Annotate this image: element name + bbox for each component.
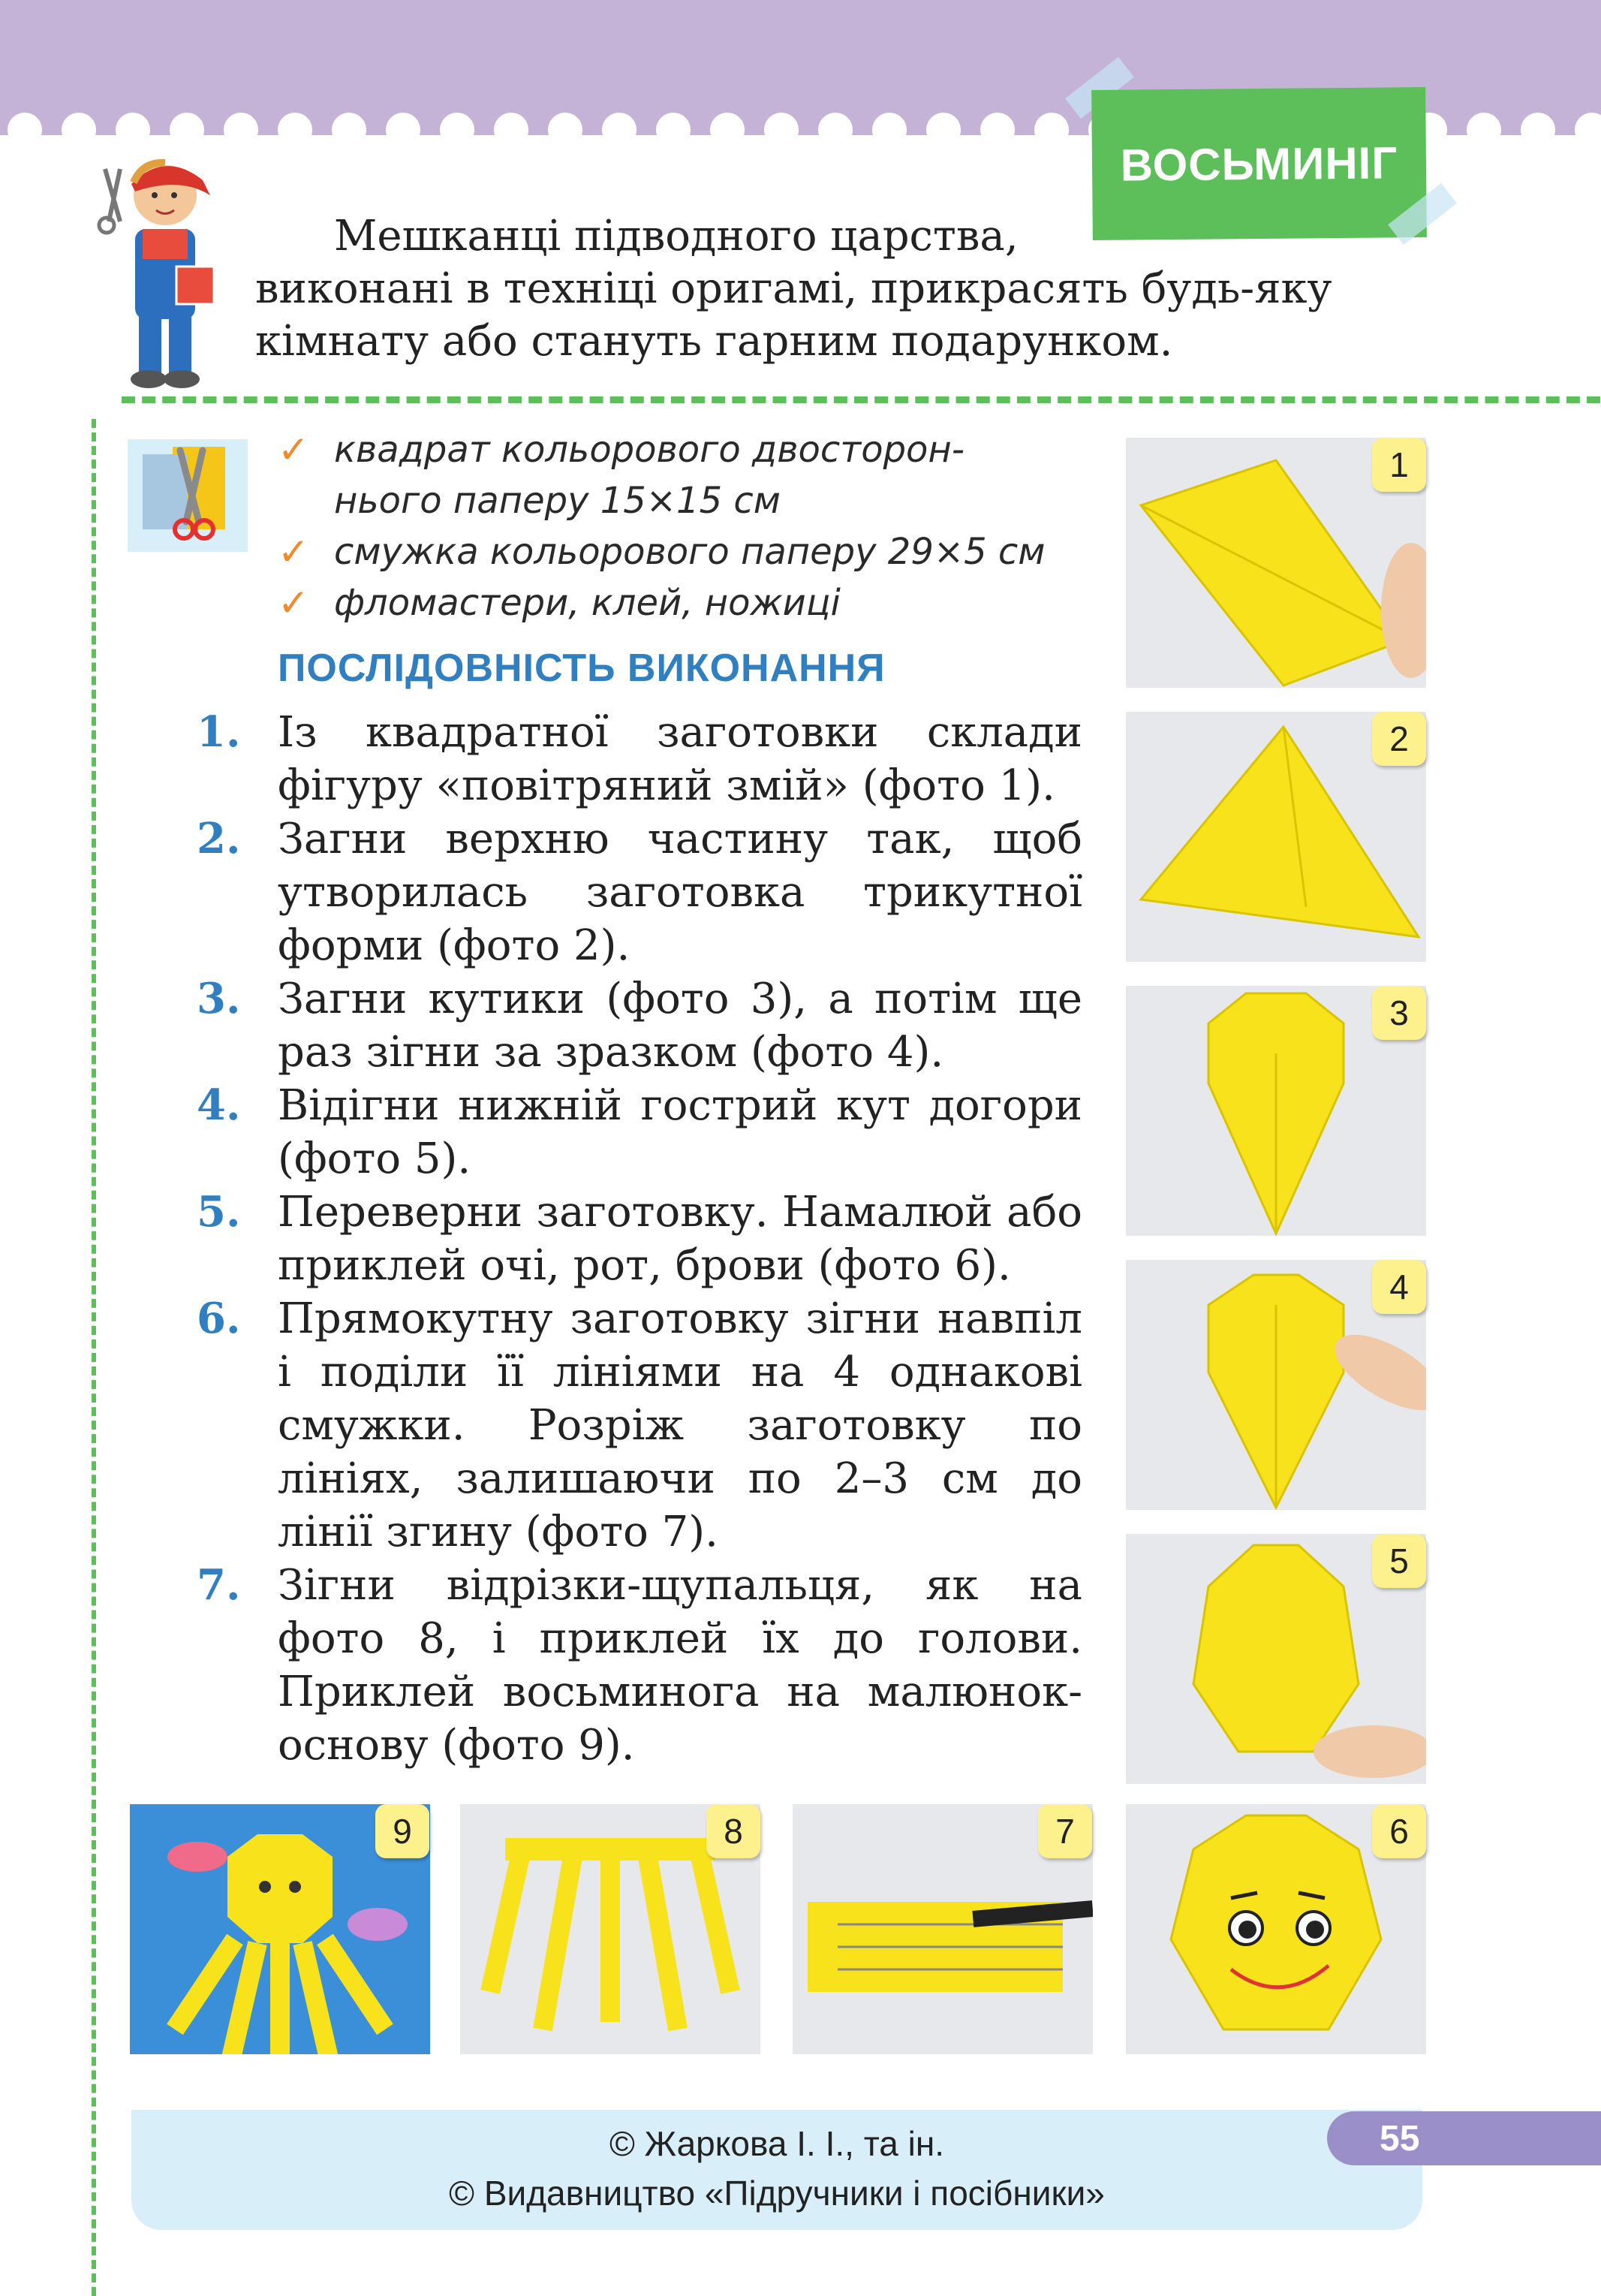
checkmark-icon: ✓ [278,530,309,574]
copyright-line: © Видавництво «Підручники і посібники» [449,2174,1105,2213]
footer-credits [270,2119,1284,2218]
step-text: Прямокутну заготовку зігни навпіл і поділи її лініями на 4 однакові смужки. Розріж заготовку по лініях, залишаючи по 2–3 см до лінії згину (фото 7). [278,1294,1082,1556]
banner-dot [278,113,312,147]
step-item [197,706,1082,812]
tools-icon [128,439,248,552]
banner-dot [926,113,961,147]
list-item [278,577,1103,628]
steps-list [197,706,1082,1772]
banner-dot [818,113,853,147]
step-text: Загни верхню частину так, щоб утворилась заготовка трикутної форми (фото 2). [278,815,1082,970]
banner-dot [1575,113,1601,147]
photo-number-badge: 9 [375,1804,429,1858]
dashed-divider [122,396,1600,403]
intro-line: кімнату або стануть гарним подарунком. [255,317,1173,366]
intro-line: виконані в техніці оригамі, прикрасять будь-яку [255,264,1332,313]
banner-dot [980,113,1015,147]
material-text: нього паперу 15×15 см [334,480,781,522]
banner-dot [332,113,366,147]
section-heading: ПОСЛІДОВНІСТЬ ВИКОНАННЯ [278,646,886,690]
step-number: 2. [197,814,241,863]
banner-dot [764,113,799,147]
intro-text [255,210,1426,368]
photo-number-badge: 7 [1038,1804,1092,1858]
step-number: 4. [197,1080,241,1130]
banner-dot [386,113,420,147]
step-text: Переверни заготовку. Намалюй або приклей очі, рот, брови (фото 6). [278,1188,1082,1290]
banner-dot [116,113,150,147]
dashed-border [92,419,96,2296]
step-item [197,1559,1082,1772]
banner-dot [224,113,258,147]
photo-number-badge: 1 [1372,438,1426,492]
banner-dot [602,113,636,147]
banner-dot [8,113,42,147]
step-number: 5. [197,1187,241,1237]
banner-dot [170,113,204,147]
banner-dot [1467,113,1501,147]
page-number: 55 [1327,2111,1601,2165]
photo-number-badge: 6 [1372,1804,1426,1858]
banner-dot [656,113,691,147]
step-number: 1. [197,707,241,757]
photo-number-badge: 3 [1372,986,1426,1040]
list-item [278,526,1103,577]
banner-dot [440,113,474,147]
step-item [197,812,1082,972]
photo-number-badge: 2 [1372,712,1426,766]
copyright-line: © Жаркова І. І., та ін. [609,2124,945,2163]
intro-line: Мешканці підводного царства, [334,212,1019,261]
step-text: Зігни відрізки-щупальця, як на фото 8, і приклей їх до голови. Приклей восьминога на малюнок-основу (фото 9). [278,1561,1082,1770]
step-text: Загни кутики (фото 3), а потім ще раз зігни за зразком (фото 4). [278,975,1082,1077]
step-item [197,972,1082,1079]
page-title: ВОСЬМИНІГ [1091,87,1427,240]
banner-dot [62,113,96,147]
step-item [197,1186,1082,1292]
material-text: фломастери, клей, ножиці [334,582,841,624]
list-item [278,424,1103,526]
materials-list [278,424,1103,628]
material-text: квадрат кольорового двосторон- [334,429,965,471]
step-item [197,1292,1082,1559]
banner-dot [710,113,745,147]
boy-illustration [90,154,240,394]
photo-number-badge: 4 [1372,1260,1426,1314]
checkmark-icon: ✓ [278,428,309,472]
banner-dot [494,113,528,147]
photo-number-badge: 5 [1372,1534,1426,1588]
step-number: 3. [197,974,241,1023]
step-number: 7. [197,1560,241,1610]
banner-dot [872,113,907,147]
step-number: 6. [197,1294,241,1343]
step-item [197,1079,1082,1186]
step-text: Відігни нижній гострий кут догори (фото 5). [278,1081,1082,1183]
banner-dot [1034,113,1069,147]
material-text: смужка кольорового паперу 29×5 см [334,531,1046,573]
step-text: Із квадратної заготовки склади фігуру «повітряний змій» (фото 1). [278,708,1082,810]
photo-number-badge: 8 [706,1804,760,1858]
banner-dot [548,113,582,147]
banner-dot [1521,113,1555,147]
checkmark-icon: ✓ [278,581,309,625]
